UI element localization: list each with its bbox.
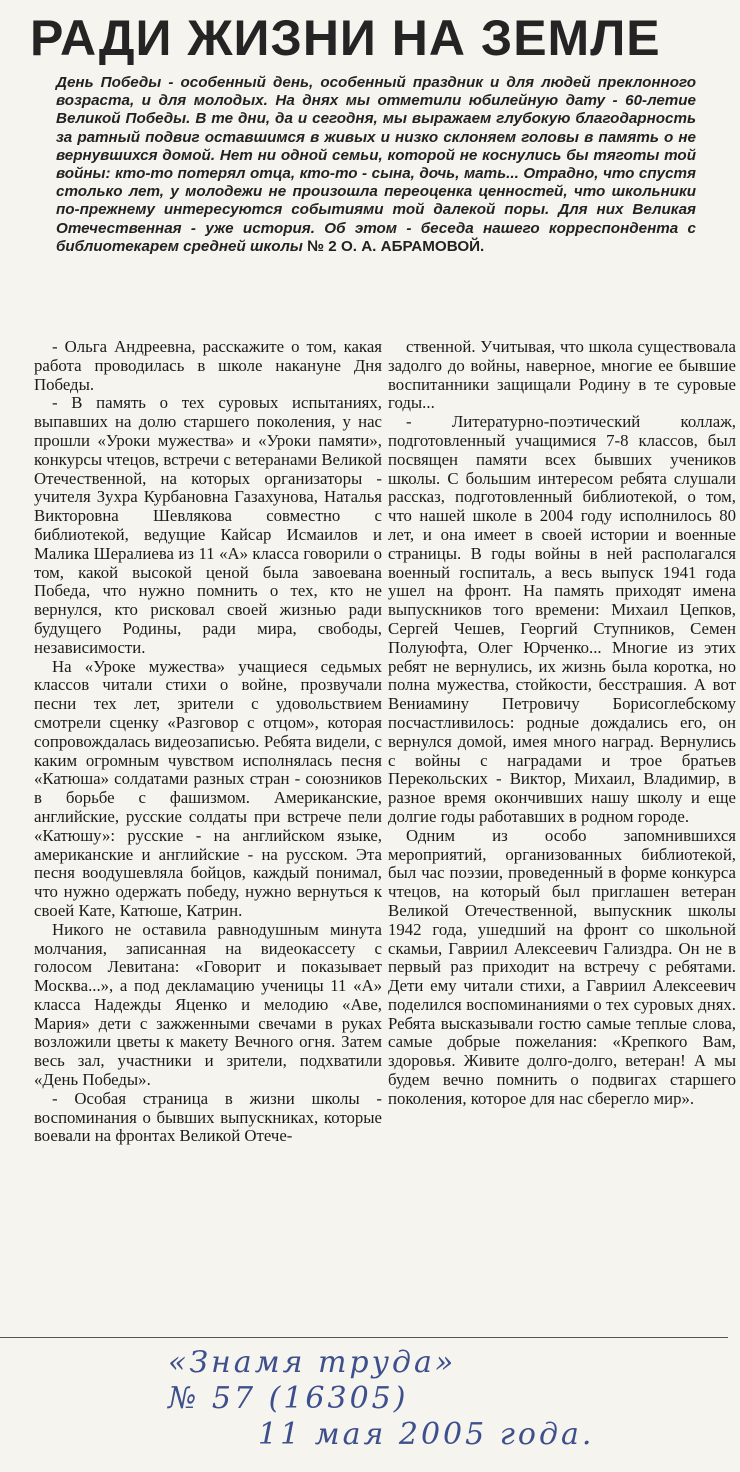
handwritten-date: 11 мая 2005 года. [258,1417,595,1452]
lead-text: День Победы - особенный день, особенный праздник и для людей преклонного возраста, и для молодых. На днях мы отметили юбилейную дату - 60-летие Великой Победы. В те дни, да и сегодня, мы выражаем глубокую благодарность за ратный подвиг оставшимся в живых и низко склоняем головы в память о не вернувшихся домой. Нет ни одной семьи, которой не коснулись бы тяготы той войны: кто-то потерял отца, кто-то - сына, дочь, мать... Отрадно, что спустя столько лет, у молодежи не произошла переоценка ценностей, что школьники по-прежнему интересуются событиями той далекой поры. Для них Великая Отечественная - уже история. Об этом - беседа нашего корреспондента с библиотекарем средней школы [56,74,696,255]
paragraph: На «Уроке мужества» учащиеся седьмых классов читали стихи о войне, прозвучали песни тех лет, зрители с удовольствием смотрели сценку «Разговор с отцом», которая сопровождалась видеозаписью. Ребята видели, с каким огромным чувством исполнялась песня «Катюша» солдатами разных стран - союзников в борьбе с фашизмом. Американские, английские, русские солдаты при встрече пели «Катюшу»: русские - на английском языке, американские и английские - на русском. Эта песня воодушевляла бойцов, каждый понимал, что нужно одержать победу, нужно вернуться к своей Кате, Катюше, Катрин. [34,656,382,920]
paragraph: - Особая страница в жизни школы - воспоминания о бывших выпускниках, которые воевали на фронтах Великой Отече- [34,1088,382,1146]
article-title: РАДИ ЖИЗНИ НА ЗЕМЛЕ [30,10,661,66]
article-lead [56,74,696,256]
paragraph: - В память о тех суровых испытаниях, выпавших на долю старшего поколения, у нас прошли «Уроки мужества» и «Уроки памяти», конкурсы чтецов, встречи с ветеранами Великой Отечественной, на которых организаторы - учителя Зухра Курбановна Газахунова, Наталья Викторовна Шевлякова совместно с библиотекой, ведущие Кайсар Исмаилов и Малика Шералиева из 11 «А» класса говорили о том, какой высокой ценой была завоевана Победа, что нужно помнить о тех, кто не вернулся, кто рисковал своей жизнью ради будущего Родины, ради мира, свободы, независимости. [34,393,382,657]
paragraph: ственной. Учитывая, что школа существовала задолго до войны, наверное, многие ее бывшие воспитанники защищали Родину в те суровые годы... [388,337,736,413]
handwritten-newspaper-name: «Знамя труда» [168,1345,457,1380]
paragraph: Одним из особо запомнившихся мероприятий, организованных библиотекой, был час поэзии, проведенный в форме конкурса чтецов, на который был приглашен ветеран Великой Отечественной, выпускник школы 1942 года, ушедший на фронт со школьной скамьи, Гавриил Алексеевич Гализдра. Он не в первый раз приходит на встречу с ребятами. Дети ему читали стихи, а Гавриил Алексеевич поделился воспоминаниями о тех суровых днях. Ребята высказывали гостю самые теплые слова, самые добрые пожелания: «Крепкого Вам, здоровья. Живите долго-долго, ветеран! А мы будем вечно помнить о подвигах старшего поколения, которое для нас сберегло мир». [388,825,736,1108]
footer-divider [0,1337,728,1338]
paragraph: Никого не оставила равнодушным минута молчания, записанная на видеокассету с голосом Левитана: «Говорит и показывает Москва...», а под декламацию ученицы 11 «А» класса Надежды Яценко и мелодию «Аве, Мария» дети с зажженными свечами в руках возложили цветы к макету Вечного огня. Затем весь зал, участники и зрители, подхватили «День Победы». [34,919,382,1090]
paragraph: - Ольга Андреевна, расскажите о том, какая работа проводилась в школе накануне Дня Победы. [34,337,382,394]
handwritten-issue-number: № 57 (16305) [168,1381,409,1416]
article-column-left [34,338,382,1146]
article-column-right [388,338,736,1109]
paragraph: - Литературно-поэтический коллаж, подготовленный учащимися 7-8 классов, был посвящен памяти всех бывших учеников школы. С большим интересом ребята слушали рассказ, подготовленный библиотекой, о том, что нашей школе в 2004 году исполнилось 80 лет, и она имеет в своей истории и военные страницы. В годы войны в ней располагался военный госпиталь, а весь выпуск 1941 года ушел на фронт. На память приходят имена выпускников того времени: Михаил Цепков, Сергей Чешев, Георгий Ступников, Семен Полуюфта, Олег Юрченко... Многие из этих ребят не вернулись, их жизнь была коротка, но полна мужества, стойкости, бесстрашия. А вот Вениамину Петровичу Борисоглебскому посчастливилось: родные дождались его, он вернулся домой, имея много наград. Вернулись с войны с наградами и трое братьев Перекольских - Виктор, Михаил, Владимир, в разное время окончивших нашу школу и еще долгие годы работавших в родном городе. [388,412,736,826]
lead-author: № 2 О. А. АБРАМОВОЙ. [307,237,485,255]
